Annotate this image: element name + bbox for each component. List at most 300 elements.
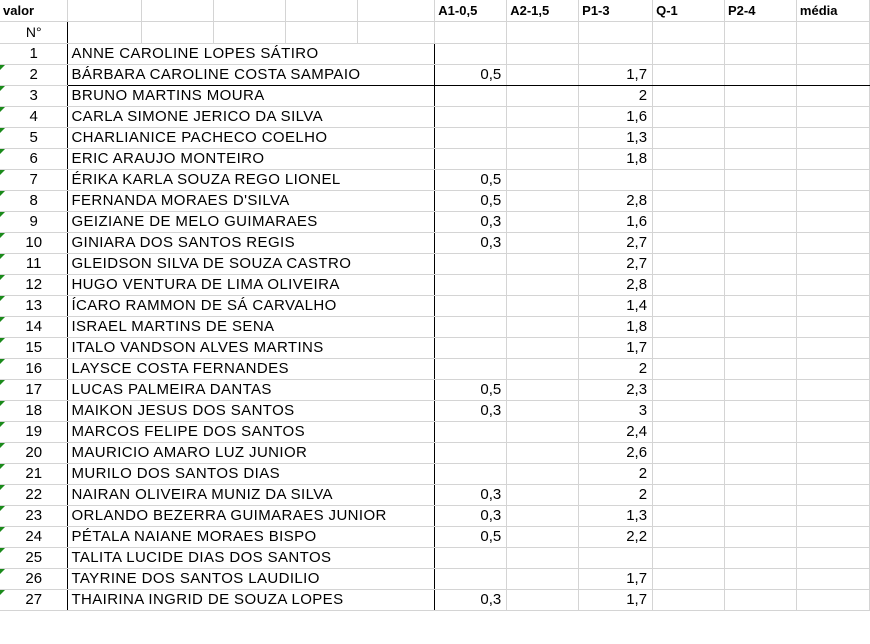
header-q1[interactable]: Q-1 (653, 0, 725, 21)
grade-media-cell[interactable] (796, 64, 869, 85)
grade-a2-cell[interactable] (507, 358, 579, 379)
grade-a1-cell[interactable] (435, 316, 507, 337)
cell-empty[interactable] (653, 21, 725, 43)
row-number[interactable] (0, 274, 68, 295)
grade-p2-cell[interactable] (724, 232, 796, 253)
header-row (0, 0, 870, 21)
row-number[interactable] (0, 85, 68, 106)
row-number[interactable] (0, 568, 68, 589)
student-name-cell[interactable]: NAIRAN OLIVEIRA MUNIZ DA SILVA (68, 484, 435, 505)
row-number[interactable] (0, 127, 68, 148)
grade-p1-cell[interactable]: 1,6 (579, 106, 653, 127)
grade-a1-cell[interactable] (435, 568, 507, 589)
header-p1[interactable]: P1-3 (579, 0, 653, 21)
grade-p1-cell[interactable]: 2,3 (579, 379, 653, 400)
grade-p2-cell[interactable] (724, 169, 796, 190)
number-stored-as-text-marker-icon (0, 590, 5, 595)
header-p2[interactable]: P2-4 (724, 0, 796, 21)
grade-p2-cell[interactable] (724, 211, 796, 232)
cell-empty[interactable] (286, 0, 358, 21)
number-stored-as-text-marker-icon (0, 128, 5, 133)
grade-a1-cell[interactable] (435, 43, 507, 64)
student-name-cell[interactable]: ORLANDO BEZERRA GUIMARAES JUNIOR (68, 505, 435, 526)
number-stored-as-text-marker-icon (0, 107, 5, 112)
grade-a2-cell[interactable] (507, 85, 579, 106)
grade-a2-cell[interactable] (507, 442, 579, 463)
row-number[interactable] (0, 64, 68, 85)
grade-a2-cell[interactable] (507, 274, 579, 295)
grade-media-cell[interactable] (796, 400, 869, 421)
number-stored-as-text-marker-icon (0, 65, 5, 70)
grade-media-cell[interactable] (796, 505, 869, 526)
grade-a2-cell[interactable] (507, 43, 579, 64)
grade-p1-cell[interactable]: 2,8 (579, 274, 653, 295)
grade-q1-cell[interactable] (653, 148, 725, 169)
grade-a2-cell[interactable] (507, 253, 579, 274)
grade-q1-cell[interactable] (653, 358, 725, 379)
grade-a1-cell[interactable]: 0,5 (435, 190, 507, 211)
row-number-text: 3 (29, 87, 38, 104)
grade-q1-cell[interactable] (653, 589, 725, 610)
grade-p2-cell[interactable] (724, 442, 796, 463)
grade-p2-cell[interactable] (724, 568, 796, 589)
grade-a1-cell[interactable] (435, 295, 507, 316)
grade-p1-cell[interactable]: 1,8 (579, 316, 653, 337)
number-stored-as-text-marker-icon (0, 443, 5, 448)
table-row (0, 484, 870, 505)
grade-a2-cell[interactable] (507, 148, 579, 169)
grade-p2-cell[interactable] (724, 421, 796, 442)
cell-valor-label[interactable]: valor (0, 0, 68, 21)
number-stored-as-text-marker-icon (0, 569, 5, 574)
student-name-cell[interactable]: PÉTALA NAIANE MORAES BISPO (68, 526, 435, 547)
grade-a1-cell[interactable]: 0,5 (435, 64, 507, 85)
number-stored-as-text-marker-icon (0, 296, 5, 301)
grade-a2-cell[interactable] (507, 127, 579, 148)
grade-p1-cell[interactable]: 2,8 (579, 190, 653, 211)
grade-a1-cell[interactable]: 0,5 (435, 526, 507, 547)
cell-empty[interactable] (68, 21, 142, 43)
cell-empty[interactable] (724, 21, 796, 43)
grade-media-cell[interactable] (796, 211, 869, 232)
grade-p2-cell[interactable] (724, 274, 796, 295)
grade-p2-cell[interactable] (724, 253, 796, 274)
grade-q1-cell[interactable] (653, 337, 725, 358)
grade-q1-cell[interactable] (653, 169, 725, 190)
row-number-text: 26 (25, 570, 43, 587)
cell-empty[interactable] (435, 21, 507, 43)
table-row (0, 148, 870, 169)
grade-p2-cell[interactable] (724, 337, 796, 358)
number-stored-as-text-marker-icon (0, 401, 5, 406)
student-name-cell[interactable]: MARCOS FELIPE DOS SANTOS (68, 421, 435, 442)
grade-q1-cell[interactable] (653, 421, 725, 442)
cell-empty[interactable] (142, 0, 214, 21)
row-number[interactable] (0, 190, 68, 211)
student-name-cell[interactable]: TAYRINE DOS SANTOS LAUDILIO (68, 568, 435, 589)
grade-a1-cell[interactable] (435, 463, 507, 484)
grade-a2-cell[interactable] (507, 463, 579, 484)
grade-q1-cell[interactable] (653, 505, 725, 526)
student-name-cell[interactable]: MURILO DOS SANTOS DIAS (68, 463, 435, 484)
grade-media-cell[interactable] (796, 442, 869, 463)
number-stored-as-text-marker-icon (0, 422, 5, 427)
grade-a2-cell[interactable] (507, 484, 579, 505)
student-name-cell[interactable]: GEIZIANE DE MELO GUIMARAES (68, 211, 435, 232)
student-name-cell[interactable]: FERNANDA MORAES D'SILVA (68, 190, 435, 211)
grade-media-cell[interactable] (796, 295, 869, 316)
row-number[interactable] (0, 421, 68, 442)
row-number[interactable] (0, 547, 68, 568)
grade-q1-cell[interactable] (653, 526, 725, 547)
student-name-cell[interactable]: ÍCARO RAMMON DE SÁ CARVALHO (68, 295, 435, 316)
grade-q1-cell[interactable] (653, 64, 725, 85)
grade-q1-cell[interactable] (653, 232, 725, 253)
student-name-cell[interactable]: ÉRIKA KARLA SOUZA REGO LIONEL (68, 169, 435, 190)
grade-q1-cell[interactable] (653, 274, 725, 295)
table-row (0, 190, 870, 211)
table-row (0, 547, 870, 568)
grade-a2-cell[interactable] (507, 547, 579, 568)
student-name-cell[interactable]: GINIARA DOS SANTOS REGIS (68, 232, 435, 253)
subheader-row (0, 21, 870, 43)
grade-a2-cell[interactable] (507, 232, 579, 253)
grade-q1-cell[interactable] (653, 400, 725, 421)
grade-q1-cell[interactable] (653, 211, 725, 232)
header-a1[interactable]: A1-0,5 (435, 0, 507, 21)
number-stored-as-text-marker-icon (0, 191, 5, 196)
row-number[interactable] (0, 358, 68, 379)
grade-p2-cell[interactable] (724, 295, 796, 316)
grade-q1-cell[interactable] (653, 43, 725, 64)
grade-a1-cell[interactable] (435, 85, 507, 106)
student-name-cell[interactable]: CARLA SIMONE JERICO DA SILVA (68, 106, 435, 127)
grade-p1-cell[interactable]: 1,3 (579, 127, 653, 148)
grade-media-cell[interactable] (796, 43, 869, 64)
table-row (0, 526, 870, 547)
grade-p1-cell[interactable]: 2 (579, 358, 653, 379)
grade-a2-cell[interactable] (507, 505, 579, 526)
grade-a1-cell[interactable] (435, 442, 507, 463)
student-name-cell[interactable]: CHARLIANICE PACHECO COELHO (68, 127, 435, 148)
cell-empty[interactable] (579, 21, 653, 43)
cell-empty[interactable] (142, 21, 214, 43)
grade-p1-cell[interactable] (579, 547, 653, 568)
student-name-cell[interactable]: HUGO VENTURA DE LIMA OLIVEIRA (68, 274, 435, 295)
grade-p2-cell[interactable] (724, 400, 796, 421)
row-number[interactable] (0, 316, 68, 337)
student-name-cell[interactable]: MAIKON JESUS DOS SANTOS (68, 400, 435, 421)
student-name-cell[interactable]: THAIRINA INGRID DE SOUZA LOPES (68, 589, 435, 610)
grade-media-cell[interactable] (796, 127, 869, 148)
student-name-cell[interactable]: GLEIDSON SILVA DE SOUZA CASTRO (68, 253, 435, 274)
row-number[interactable] (0, 589, 68, 610)
grade-q1-cell[interactable] (653, 484, 725, 505)
grade-media-cell[interactable] (796, 568, 869, 589)
grade-p1-cell[interactable]: 1,4 (579, 295, 653, 316)
grade-media-cell[interactable] (796, 190, 869, 211)
cell-empty[interactable] (286, 21, 358, 43)
number-stored-as-text-marker-icon (0, 527, 5, 532)
grade-p1-cell[interactable]: 2,4 (579, 421, 653, 442)
grade-q1-cell[interactable] (653, 568, 725, 589)
grade-p2-cell[interactable] (724, 43, 796, 64)
grade-media-cell[interactable] (796, 85, 869, 106)
row-number-text: 23 (25, 507, 43, 524)
grade-p2-cell[interactable] (724, 316, 796, 337)
grade-q1-cell[interactable] (653, 85, 725, 106)
grade-p1-cell[interactable]: 2,7 (579, 232, 653, 253)
grade-media-cell[interactable] (796, 316, 869, 337)
grade-a1-cell[interactable]: 0,3 (435, 484, 507, 505)
number-stored-as-text-marker-icon (0, 275, 5, 280)
grade-a2-cell[interactable] (507, 169, 579, 190)
table-row (0, 127, 870, 148)
grade-a1-cell[interactable]: 0,3 (435, 589, 507, 610)
cell-empty[interactable] (796, 21, 869, 43)
row-number[interactable] (0, 442, 68, 463)
grade-p1-cell[interactable]: 2 (579, 85, 653, 106)
grade-a2-cell[interactable] (507, 337, 579, 358)
grade-a2-cell[interactable] (507, 568, 579, 589)
grade-q1-cell[interactable] (653, 190, 725, 211)
table-row (0, 274, 870, 295)
grade-p2-cell[interactable] (724, 526, 796, 547)
grade-media-cell[interactable] (796, 232, 869, 253)
grade-a1-cell[interactable] (435, 421, 507, 442)
grade-a2-cell[interactable] (507, 316, 579, 337)
table-row (0, 106, 870, 127)
grade-p1-cell[interactable]: 2,7 (579, 253, 653, 274)
grade-q1-cell[interactable] (653, 442, 725, 463)
row-number[interactable] (0, 295, 68, 316)
grade-p2-cell[interactable] (724, 547, 796, 568)
grade-p2-cell[interactable] (724, 190, 796, 211)
table-row (0, 505, 870, 526)
grade-p1-cell[interactable]: 1,7 (579, 589, 653, 610)
grade-media-cell[interactable] (796, 358, 869, 379)
grade-p1-cell[interactable]: 1,7 (579, 337, 653, 358)
grade-a1-cell[interactable] (435, 547, 507, 568)
header-media[interactable]: média (796, 0, 869, 21)
student-name-cell[interactable]: BÁRBARA CAROLINE COSTA SAMPAIO (68, 64, 435, 85)
row-number-text: 2 (29, 66, 38, 83)
student-name-cell[interactable]: TALITA LUCIDE DIAS DOS SANTOS (68, 547, 435, 568)
table-row (0, 442, 870, 463)
grade-a1-cell[interactable]: 0,3 (435, 232, 507, 253)
table-row (0, 379, 870, 400)
cell-empty[interactable] (358, 21, 435, 43)
grade-a2-cell[interactable] (507, 211, 579, 232)
grade-a1-cell[interactable] (435, 358, 507, 379)
cell-empty[interactable] (358, 0, 435, 21)
grade-q1-cell[interactable] (653, 295, 725, 316)
row-number-text: 17 (25, 381, 43, 398)
number-stored-as-text-marker-icon (0, 380, 5, 385)
row-number[interactable] (0, 505, 68, 526)
grade-media-cell[interactable] (796, 169, 869, 190)
grade-q1-cell[interactable] (653, 106, 725, 127)
row-number-text: 7 (29, 171, 38, 188)
student-name-cell[interactable]: MAURICIO AMARO LUZ JUNIOR (68, 442, 435, 463)
grade-p1-cell[interactable] (579, 43, 653, 64)
grade-media-cell[interactable] (796, 379, 869, 400)
table-row (0, 85, 870, 106)
grade-p2-cell[interactable] (724, 64, 796, 85)
grade-p2-cell[interactable] (724, 463, 796, 484)
student-name-cell[interactable]: BRUNO MARTINS MOURA (68, 85, 435, 106)
row-number[interactable] (0, 253, 68, 274)
table-row (0, 43, 870, 64)
grade-a1-cell[interactable] (435, 274, 507, 295)
grade-a1-cell[interactable]: 0,5 (435, 169, 507, 190)
grade-a1-cell[interactable]: 0,3 (435, 211, 507, 232)
grade-p2-cell[interactable] (724, 106, 796, 127)
grade-a1-cell[interactable] (435, 253, 507, 274)
grade-a1-cell[interactable]: 0,3 (435, 400, 507, 421)
student-name-cell[interactable]: ANNE CAROLINE LOPES SÁTIRO (68, 43, 435, 64)
grade-p2-cell[interactable] (724, 85, 796, 106)
cell-empty[interactable] (214, 0, 286, 21)
grade-q1-cell[interactable] (653, 253, 725, 274)
grade-p1-cell[interactable]: 1,3 (579, 505, 653, 526)
row-number[interactable] (0, 232, 68, 253)
grade-p1-cell[interactable]: 1,7 (579, 568, 653, 589)
grade-media-cell[interactable] (796, 148, 869, 169)
row-number-text: 9 (29, 213, 38, 230)
grade-p1-cell[interactable]: 2 (579, 484, 653, 505)
number-stored-as-text-marker-icon (0, 359, 5, 364)
row-number-text: 10 (25, 234, 43, 251)
number-stored-as-text-marker-icon (0, 506, 5, 511)
grade-media-cell[interactable] (796, 421, 869, 442)
grade-q1-cell[interactable] (653, 127, 725, 148)
row-number[interactable] (0, 484, 68, 505)
number-stored-as-text-marker-icon (0, 149, 5, 154)
grade-p1-cell[interactable]: 1,8 (579, 148, 653, 169)
grade-p1-cell[interactable]: 2,2 (579, 526, 653, 547)
row-number[interactable]: 1 (0, 43, 68, 64)
grade-a1-cell[interactable]: 0,5 (435, 379, 507, 400)
grade-p2-cell[interactable] (724, 379, 796, 400)
grade-media-cell[interactable] (796, 274, 869, 295)
grade-p1-cell[interactable]: 2,6 (579, 442, 653, 463)
row-number-text: 8 (29, 192, 38, 209)
grade-p1-cell[interactable]: 1,6 (579, 211, 653, 232)
grade-a2-cell[interactable] (507, 106, 579, 127)
row-number-text: 22 (25, 486, 43, 503)
grade-a2-cell[interactable] (507, 379, 579, 400)
row-number[interactable] (0, 337, 68, 358)
row-number[interactable] (0, 463, 68, 484)
grade-media-cell[interactable] (796, 547, 869, 568)
grade-media-cell[interactable] (796, 337, 869, 358)
grade-p2-cell[interactable] (724, 148, 796, 169)
cell-empty[interactable] (68, 0, 142, 21)
row-number-text: 16 (25, 360, 43, 377)
table-row (0, 337, 870, 358)
row-number-text: 20 (25, 444, 43, 461)
row-number[interactable] (0, 400, 68, 421)
student-name-cell[interactable]: LUCAS PALMEIRA DANTAS (68, 379, 435, 400)
row-number-text: 6 (29, 150, 38, 167)
cell-empty[interactable] (507, 21, 579, 43)
grade-media-cell[interactable] (796, 253, 869, 274)
grade-a1-cell[interactable]: 0,3 (435, 505, 507, 526)
table-row (0, 211, 870, 232)
grade-p2-cell[interactable] (724, 589, 796, 610)
grade-media-cell[interactable] (796, 526, 869, 547)
row-number[interactable] (0, 169, 68, 190)
row-number[interactable] (0, 379, 68, 400)
row-number-text: 4 (29, 108, 38, 125)
number-stored-as-text-marker-icon (0, 338, 5, 343)
row-number-text: 12 (25, 276, 43, 293)
grade-a1-cell[interactable] (435, 337, 507, 358)
row-number-text: 18 (25, 402, 43, 419)
row-number-text: 27 (25, 591, 43, 608)
row-number[interactable] (0, 211, 68, 232)
grade-a1-cell[interactable] (435, 127, 507, 148)
grade-p1-cell[interactable]: 1,7 (579, 64, 653, 85)
grade-q1-cell[interactable] (653, 463, 725, 484)
grade-media-cell[interactable] (796, 589, 869, 610)
grade-a2-cell[interactable] (507, 64, 579, 85)
grade-q1-cell[interactable] (653, 547, 725, 568)
row-number-text: 5 (29, 129, 38, 146)
row-number-text: 11 (25, 255, 42, 272)
number-stored-as-text-marker-icon (0, 212, 5, 217)
row-number[interactable] (0, 148, 68, 169)
grade-q1-cell[interactable] (653, 316, 725, 337)
student-name-cell[interactable]: ITALO VANDSON ALVES MARTINS (68, 337, 435, 358)
number-stored-as-text-marker-icon (0, 317, 5, 322)
grade-a2-cell[interactable] (507, 589, 579, 610)
row-number-text: 13 (25, 297, 43, 314)
grade-p2-cell[interactable] (724, 358, 796, 379)
grade-q1-cell[interactable] (653, 379, 725, 400)
grade-p1-cell[interactable] (579, 169, 653, 190)
row-number-text: 19 (25, 423, 43, 440)
row-number[interactable] (0, 526, 68, 547)
grade-p2-cell[interactable] (724, 127, 796, 148)
row-number[interactable] (0, 106, 68, 127)
grade-p1-cell[interactable]: 2 (579, 463, 653, 484)
student-name-cell[interactable]: ISRAEL MARTINS DE SENA (68, 316, 435, 337)
header-a2[interactable]: A2-1,5 (507, 0, 579, 21)
grade-a2-cell[interactable] (507, 190, 579, 211)
grade-a1-cell[interactable] (435, 148, 507, 169)
student-name-cell[interactable]: ERIC ARAUJO MONTEIRO (68, 148, 435, 169)
grade-a2-cell[interactable] (507, 421, 579, 442)
cell-empty[interactable] (214, 21, 286, 43)
grade-a2-cell[interactable] (507, 295, 579, 316)
grade-p2-cell[interactable] (724, 484, 796, 505)
table-row (0, 463, 870, 484)
student-name-cell[interactable]: LAYSCE COSTA FERNANDES (68, 358, 435, 379)
grade-media-cell[interactable] (796, 484, 869, 505)
table-row (0, 421, 870, 442)
grade-media-cell[interactable] (796, 106, 869, 127)
table-row (0, 253, 870, 274)
grade-p2-cell[interactable] (724, 505, 796, 526)
grade-a2-cell[interactable] (507, 526, 579, 547)
grade-a2-cell[interactable] (507, 400, 579, 421)
grade-a1-cell[interactable] (435, 106, 507, 127)
grade-media-cell[interactable] (796, 463, 869, 484)
grade-p1-cell[interactable]: 3 (579, 400, 653, 421)
header-number[interactable]: N° (0, 21, 68, 43)
